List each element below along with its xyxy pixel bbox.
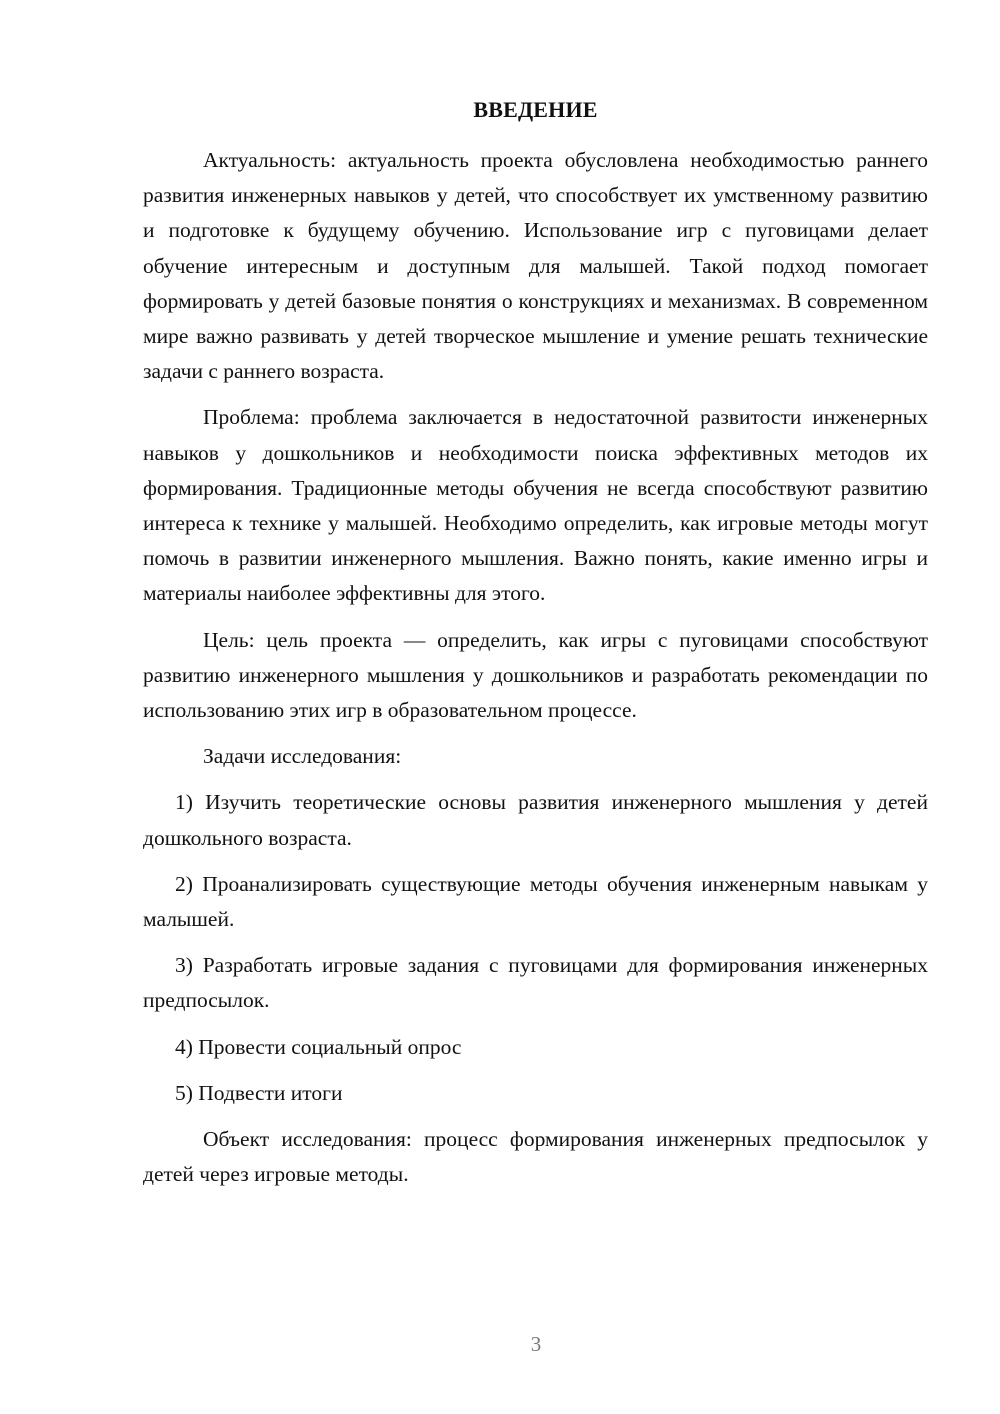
goal-paragraph: Цель: цель проекта — определить, как игры с пуговицами способствуют развитию инженерного мышления у дошкольников и разработать рекомендации по использованию этих игр в образовательном процессе.	[143, 627, 928, 723]
task-item: 1) Изучить теоретические основы развития инженерного мышления у детей дошкольного возраста.	[143, 790, 928, 850]
task-item: 5) Подвести итоги	[175, 1080, 343, 1105]
document-page	[143, 92, 928, 1192]
object-paragraph: Объект исследования: процесс формирования инженерных предпосылок у детей через игровые методы.	[143, 1127, 928, 1187]
page-title: ВВЕДЕНИЕ	[473, 97, 598, 122]
task-item: 4) Провести социальный опрос	[175, 1034, 462, 1059]
relevance-paragraph: Актуальность: актуальность проекта обусловлена необходимостью раннего развития инженерных навыков у детей, что способствует их умственному развитию и подготовке к будущему обучению. Использование игр с пуговицами делает обучение интересным и доступным для малышей. Такой подход помогает формировать у детей базовые понятия о конструкциях и механизмах. В современном мире важно развивать у детей творческое мышление и умение решать технические задачи с раннего возраста.	[143, 148, 928, 384]
problem-paragraph: Проблема: проблема заключается в недостаточной развитости инженерных навыков у дошкольников и необходимости поиска эффективных методов их формирования. Традиционные методы обучения не всегда способствуют развитию интереса к технике у малышей. Необходимо определить, как игровые методы могут помочь в развитии инженерного мышления. Важно понять, какие именно игры и материалы наиболее эффективны для этого.	[143, 405, 928, 606]
task-item: 2) Проанализировать существующие методы обучения инженерным навыкам у малышей.	[143, 871, 928, 932]
page-number: 3	[530, 1332, 542, 1356]
task-item: 3) Разработать игровые задания с пуговицами для формирования инженерных предпосылок.	[143, 953, 928, 1013]
tasks-heading: Задачи исследования:	[203, 744, 402, 769]
